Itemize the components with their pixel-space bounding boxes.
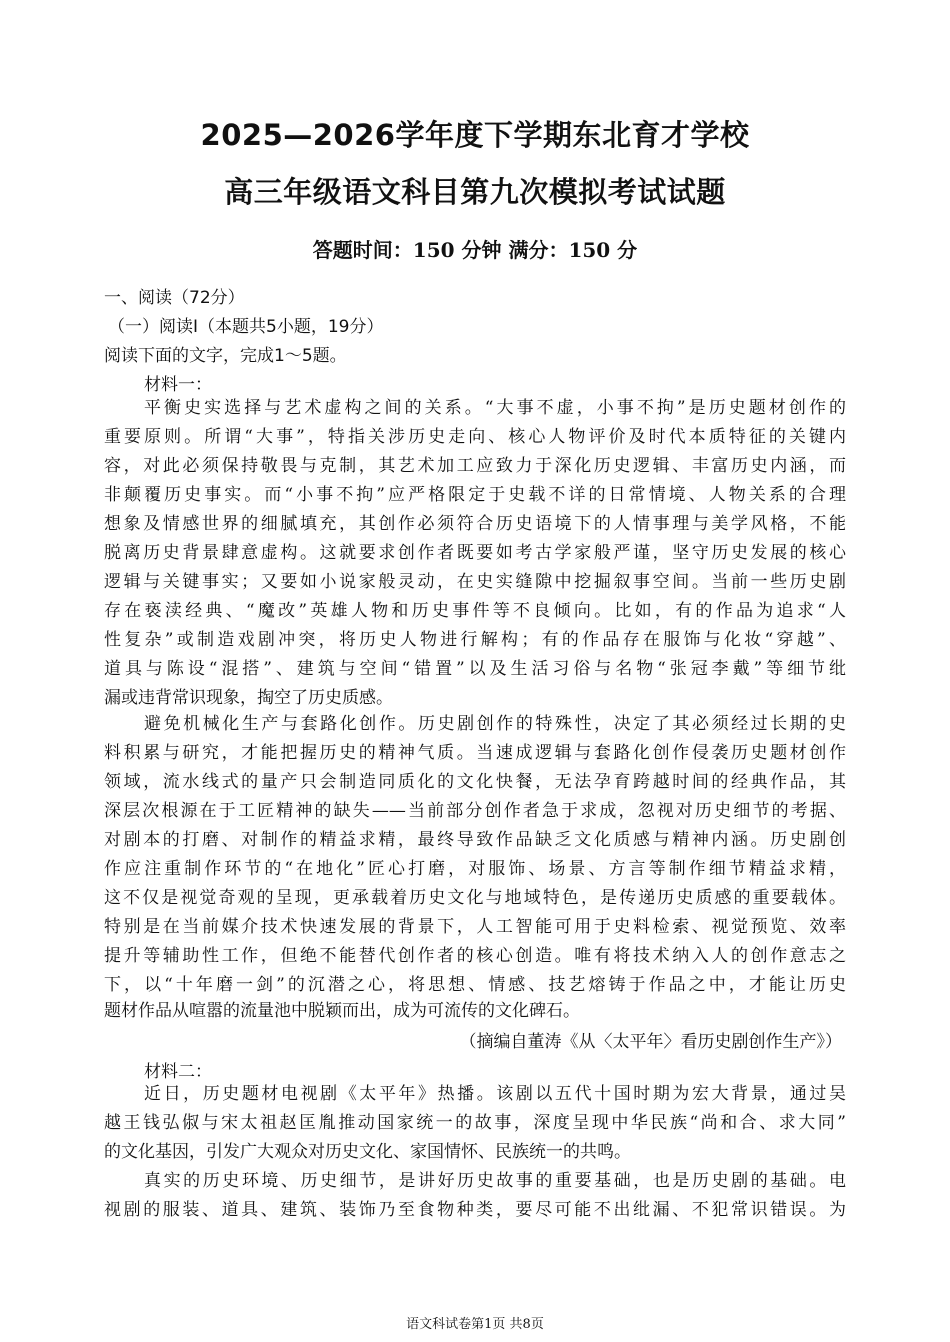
material1-line: 平衡史实选择与艺术虚构之间的关系。“大事不虚，小事不拘”是历史题材创作的 xyxy=(144,398,846,418)
material1-line: 作应注重制作环节的“在地化”匠心打磨，对服饰、场景、方言等制作细节精益求精， xyxy=(104,859,846,879)
material1-line: 提升等辅助性工作，但绝不能替代创作者的核心创造。唯有将技术纳入人的创作意志之 xyxy=(104,946,846,966)
material1-line: 避免机械化生产与套路化创作。历史剧创作的特殊性，决定了其必须经过长期的史 xyxy=(144,714,846,734)
reading-instruction: 阅读下面的文字，完成1～5题。 xyxy=(104,346,347,366)
material2-line: 越王钱弘俶与宋太祖赵匡胤推动国家统一的故事，深度呈现中华民族“尚和合、求大同” xyxy=(104,1113,846,1133)
material1-line: 想象及情感世界的细腻填充，其创作必须符合历史语境下的人情事理与美学风格，不能 xyxy=(104,514,846,534)
material1-line: 这不仅是视觉奇观的呈现，更承载着历史文化与地域特色，是传递历史质感的重要载体。 xyxy=(104,888,846,908)
material2-line: 真实的历史环境、历史细节，是讲好历史故事的重要基础，也是历史剧的基础。电 xyxy=(144,1171,846,1191)
material1-line: 性复杂”或制造戏剧冲突，将历史人物进行解构；有的作品存在服饰与化妆“穿越”、 xyxy=(104,630,846,650)
material1-source: （摘编自董涛《从〈太平年〉看历史剧创作生产》） xyxy=(459,1032,842,1052)
material2-line: 的文化基因，引发广大观众对历史文化、家国情怀、民族统一的共鸣。 xyxy=(104,1142,631,1162)
material1-line: 道具与陈设“混搭”、建筑与空间“错置”以及生活习俗与名物“张冠李戴”等细节纰 xyxy=(104,659,846,679)
exam-time-and-score: 答题时间：150 分钟 满分：150 分 xyxy=(312,238,638,262)
material1-label: 材料一： xyxy=(144,375,212,395)
material1-line: 非颠覆历史事实。而“小事不拘”应严格限定于史载不详的日常情境、人物关系的合理 xyxy=(104,485,846,505)
material1-line: 领域，流水线式的量产只会制造同质化的文化快餐，无法孕育跨越时间的经典作品，其 xyxy=(104,772,846,792)
material1-line: 料积累与研究，才能把握历史的精神气质。当速成逻辑与套路化创作侵袭历史题材创作 xyxy=(104,743,846,763)
exam-title-line2: 高三年级语文科目第九次模拟考试试题 xyxy=(224,175,726,209)
exam-title-line1: 2025—2026学年度下学期东北育才学校 xyxy=(200,118,750,152)
material1-line: 脱离历史背景肆意虚构。这就要求创作者既要如考古学家般严谨，坚守历史发展的核心 xyxy=(104,543,846,563)
page-footer: 语文科试卷第1页 共8页 xyxy=(406,1317,544,1332)
subsection-heading: （一）阅读Ⅰ（本题共5小题，19分） xyxy=(108,317,384,337)
material1-line: 容，对此必须保持敬畏与克制，其艺术加工应致力于深化历史逻辑、丰富历史内涵，而 xyxy=(104,456,846,476)
material1-line: 逻辑与关键事实；又要如小说家般灵动，在史实缝隙中挖掘叙事空间。当前一些历史剧 xyxy=(104,572,846,592)
material1-line: 存在亵渎经典、“魔改”英雄人物和历史事件等不良倾向。比如，有的作品为追求“人 xyxy=(104,601,846,621)
part-heading: 一、阅读（72分） xyxy=(104,288,245,308)
material2-label: 材料二： xyxy=(144,1062,212,1082)
material1-line: 深层次根源在于工匠精神的缺失——当前部分创作者急于求成，忽视对历史细节的考据、 xyxy=(104,801,846,821)
material1-line: 题材作品从喧嚣的流量池中脱颖而出，成为可流传的文化碑石。 xyxy=(104,1001,580,1021)
material1-line: 重要原则。所谓“大事”，特指关涉历史走向、核心人物评价及时代本质特征的关键内 xyxy=(104,427,846,447)
material2-line: 近日，历史题材电视剧《太平年》热播。该剧以五代十国时期为宏大背景，通过吴 xyxy=(144,1084,846,1104)
material1-line: 漏或违背常识现象，掏空了历史质感。 xyxy=(104,688,393,708)
material1-line: 特别是在当前媒介技术快速发展的背景下，人工智能可用于史料检索、视觉预览、效率 xyxy=(104,917,846,937)
material2-line: 视剧的服装、道具、建筑、装饰乃至食物种类，要尽可能不出纰漏、不犯常识错误。为 xyxy=(104,1200,846,1220)
material1-line: 对剧本的打磨、对制作的精益求精，最终导致作品缺乏文化质感与精神内涵。历史剧创 xyxy=(104,830,846,850)
material1-line: 下，以“十年磨一剑”的沉潜之心，将思想、情感、技艺熔铸于作品之中，才能让历史 xyxy=(104,975,846,995)
